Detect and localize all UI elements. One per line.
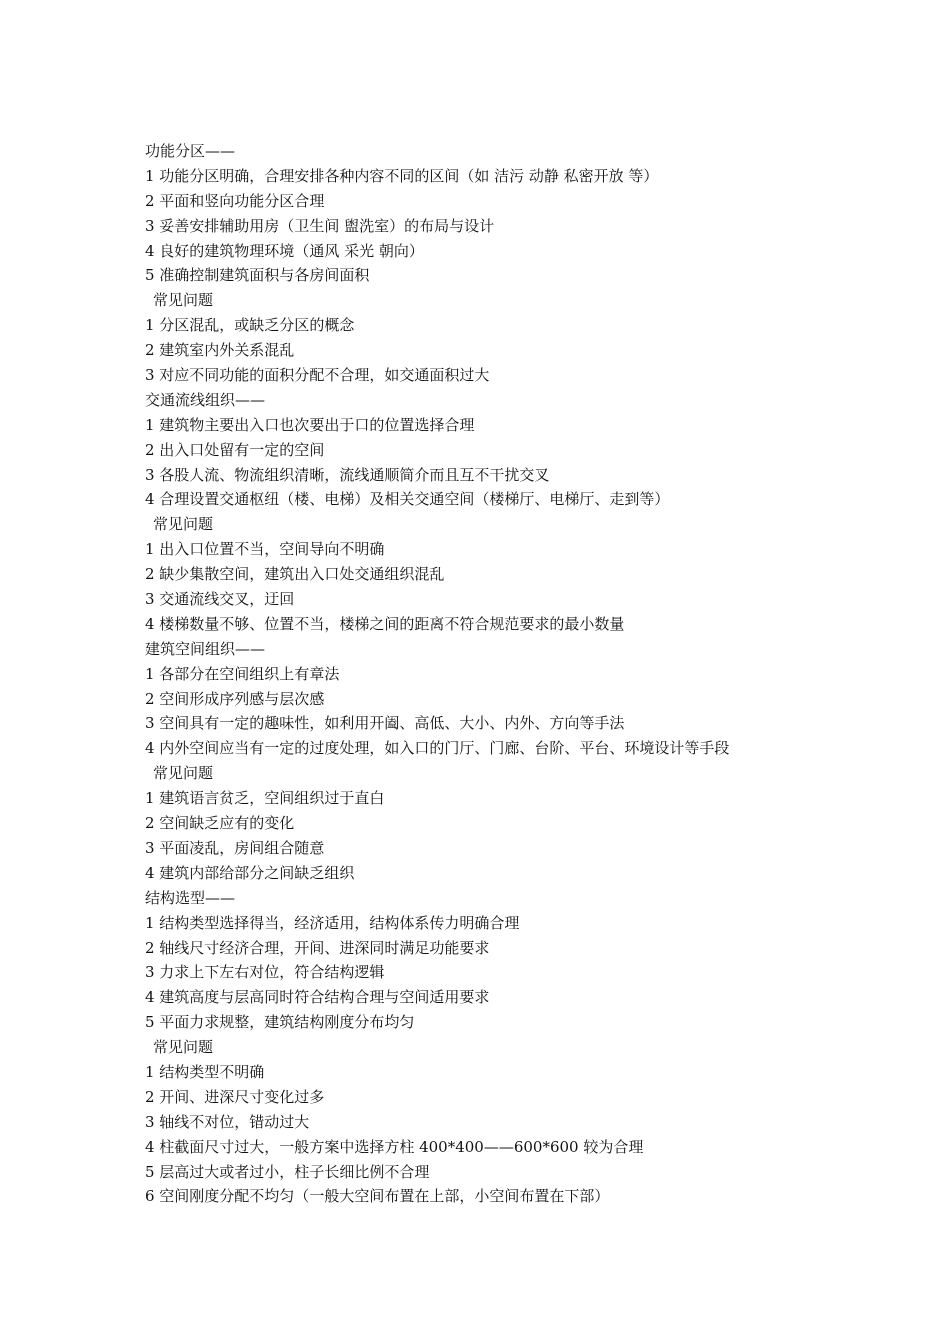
list-item: 4 建筑内部给部分之间缺乏组织 [145,863,355,882]
list-item: 2 轴线尺寸经济合理，开间、进深同时满足功能要求 [145,938,490,957]
list-item: 3 妥善安排辅助用房（卫生间 盥洗室）的布局与设计 [145,216,495,235]
list-item: 2 空间缺乏应有的变化 [145,814,295,833]
list-item: 3 力求上下左右对位，符合结构逻辑 [145,963,385,982]
list-item: 2 平面和竖向功能分区合理 [145,191,325,210]
list-item: 4 良好的建筑物理环境（通风 采光 朝向） [145,241,424,260]
list-item: 6 空间刚度分配不均匀（一般大空间布置在上部，小空间布置在下部） [145,1187,610,1206]
list-item: 1 功能分区明确，合理安排各种内容不同的区间（如 洁污 动静 私密开放 等） [145,166,659,185]
list-item: 2 建筑室内外关系混乱 [145,341,295,360]
list-item: 3 交通流线交叉，迂回 [145,590,295,609]
subsection-heading: 常见问题 [153,764,214,783]
list-item: 4 楼梯数量不够、位置不当，楼梯之间的距离不符合规范要求的最小数量 [145,614,625,633]
list-item: 2 空间形成序列感与层次感 [145,689,325,708]
subsection-heading: 常见问题 [153,515,214,534]
list-item: 4 合理设置交通枢纽（楼、电梯）及相关交通空间（楼梯厅、电梯厅、走到等） [145,490,670,509]
section-heading: 建筑空间组织—— [145,639,266,658]
list-item: 1 建筑物主要出入口也次要出于口的位置选择合理 [145,415,475,434]
list-item: 1 结构类型选择得当，经济适用，结构体系传力明确合理 [145,913,520,932]
list-item: 4 内外空间应当有一定的过度处理，如入口的门厅、门廊、台阶、平台、环境设计等手段 [145,739,730,758]
list-item: 5 平面力求规整，建筑结构刚度分布均匀 [145,1013,415,1032]
subsection-heading: 常见问题 [153,1038,214,1057]
list-item: 5 层高过大或者过小，柱子长细比例不合理 [145,1162,430,1181]
list-item: 1 分区混乱，或缺乏分区的概念 [145,316,355,335]
list-item: 3 平面凌乱，房间组合随意 [145,838,325,857]
list-item: 1 建筑语言贫乏，空间组织过于直白 [145,789,385,808]
list-item: 1 结构类型不明确 [145,1062,265,1081]
list-item: 2 开间、进深尺寸变化过多 [145,1087,325,1106]
list-item: 5 准确控制建筑面积与各房间面积 [145,266,370,285]
document-body [145,139,935,1209]
subsection-heading: 常见问题 [153,291,214,310]
list-item: 4 柱截面尺寸过大，一般方案中选择方柱 400*400——600*600 较为合理 [145,1137,644,1156]
section-heading: 结构选型—— [145,888,236,907]
section-heading: 功能分区—— [145,142,236,160]
list-item: 2 出入口处留有一定的空间 [145,440,325,459]
list-item: 3 轴线不对位，错动过大 [145,1112,310,1131]
list-item: 3 对应不同功能的面积分配不合理，如交通面积过大 [145,366,490,385]
list-item: 1 各部分在空间组织上有章法 [145,664,340,683]
list-item: 2 缺少集散空间，建筑出入口处交通组织混乱 [145,565,445,584]
section-heading: 交通流线组织—— [145,390,266,409]
list-item: 3 各股人流、物流组织清晰，流线通顺简介而且互不干扰交叉 [145,465,550,484]
list-item: 3 空间具有一定的趣味性，如利用开阖、高低、大小、内外、方向等手法 [145,714,625,733]
list-item: 4 建筑高度与层高同时符合结构合理与空间适用要求 [145,988,490,1007]
list-item: 1 出入口位置不当，空间导向不明确 [145,540,385,559]
